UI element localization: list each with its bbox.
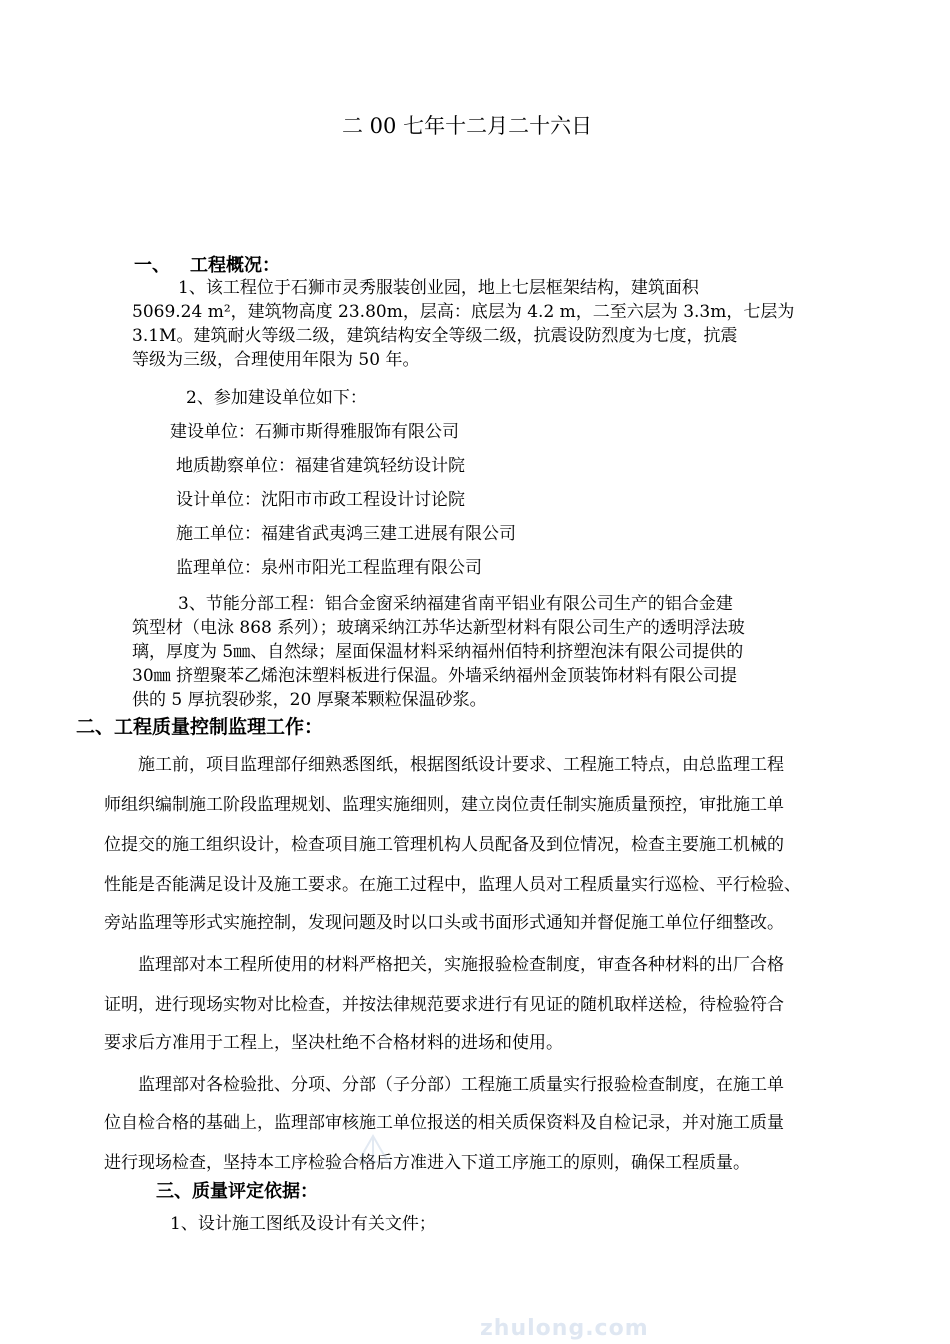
control-line: 性能是否能满足设计及施工要求。在施工过程中，监理人员对工程质量实行巡检、平行检验、 bbox=[104, 875, 801, 895]
overview-line: 等级为三级，合理使用年限为 50 年。 bbox=[132, 350, 420, 370]
unit-construction: 建设单位：石狮市斯得雅服饰有限公司 bbox=[170, 422, 459, 442]
control-line: 位提交的施工组织设计，检查项目施工管理机构人员配备及到位情况，检查主要施工机械的 bbox=[104, 835, 784, 855]
energy-line: 3、节能分部工程：铝合金窗采纳福建省南平铝业有限公司生产的铝合金建 bbox=[178, 594, 733, 614]
control-line: 施工前，项目监理部仔细熟悉图纸，根据图纸设计要求、工程施工特点，由总监理工程 bbox=[138, 755, 784, 775]
watermark-logo-icon bbox=[356, 1134, 390, 1164]
energy-line: 璃，厚度为 5㎜、自然绿；屋面保温材料采纳福州佰特利挤塑泡沫有限公司提供的 bbox=[132, 642, 744, 662]
inspection-line: 进行现场检查，坚持本工序检验合格后方准进入下道工序施工的原则，确保工程质量。 bbox=[104, 1153, 750, 1173]
control-line: 旁站监理等形式实施控制，发现问题及时以口头或书面形式通知并督促施工单位仔细整改。 bbox=[104, 913, 784, 933]
participants-intro: 2、参加建设单位如下： bbox=[186, 388, 367, 408]
unit-supervision: 监理单位：泉州市阳光工程监理有限公司 bbox=[176, 558, 482, 578]
inspection-line: 监理部对各检验批、分项、分部（子分部）工程施工质量实行报验检查制度，在施工单 bbox=[138, 1075, 784, 1095]
material-line: 证明，进行现场实物对比检查，并按法律规范要求进行有见证的随机取样送检，待检验符合 bbox=[104, 995, 784, 1015]
unit-survey: 地质勘察单位：福建省建筑轻纺设计院 bbox=[176, 456, 465, 476]
control-line: 师组织编制施工阶段监理规划、监理实施细则，建立岗位责任制实施质量预控，审批施工单 bbox=[104, 795, 784, 815]
basis-item-1: 1、设计施工图纸及设计有关文件； bbox=[170, 1214, 436, 1234]
section-1-number: 一、 bbox=[134, 255, 170, 276]
overview-line: 1、该工程位于石狮市灵秀服装创业园，地上七层框架结构，建筑面积 bbox=[178, 278, 699, 298]
unit-contractor: 施工单位：福建省武夷鸿三建工进展有限公司 bbox=[176, 524, 516, 544]
material-line: 监理部对本工程所使用的材料严格把关，实施报验检查制度，审查各种材料的出厂合格 bbox=[138, 955, 784, 975]
document-date: 二 00 七年十二月二十六日 bbox=[342, 114, 593, 138]
section-1-heading: 工程概况： bbox=[190, 255, 280, 276]
watermark: zhulong.com bbox=[480, 1316, 649, 1341]
overview-line: 3.1M。建筑耐火等级二级，建筑结构安全等级二级，抗震设防烈度为七度，抗震 bbox=[132, 326, 738, 346]
energy-line: 供的 5 厚抗裂砂浆，20 厚聚苯颗粒保温砂浆。 bbox=[132, 690, 487, 710]
unit-design: 设计单位：沈阳市市政工程设计讨论院 bbox=[176, 490, 465, 510]
overview-line: 5069.24 m²，建筑物高度 23.80m，层高：底层为 4.2 m，二至六层为 3.3m，七层为 bbox=[132, 302, 795, 322]
section-2-heading: 二、工程质量控制监理工作： bbox=[76, 716, 324, 738]
material-line: 要求后方准用于工程上，坚决杜绝不合格材料的进场和使用。 bbox=[104, 1033, 563, 1053]
energy-line: 筑型材（电泳 868 系列）；玻璃采纳江苏华达新型材料有限公司生产的透明浮法玻 bbox=[132, 618, 745, 638]
inspection-line: 位自检合格的基础上，监理部审核施工单位报送的相关质保资料及自检记录，并对施工质量 bbox=[104, 1113, 784, 1133]
energy-line: 30㎜ 挤塑聚苯乙烯泡沫塑料板进行保温。外墙采纳福州金顶装饰材料有限公司提 bbox=[132, 666, 738, 686]
section-3-heading: 三、质量评定依据： bbox=[156, 1181, 318, 1202]
